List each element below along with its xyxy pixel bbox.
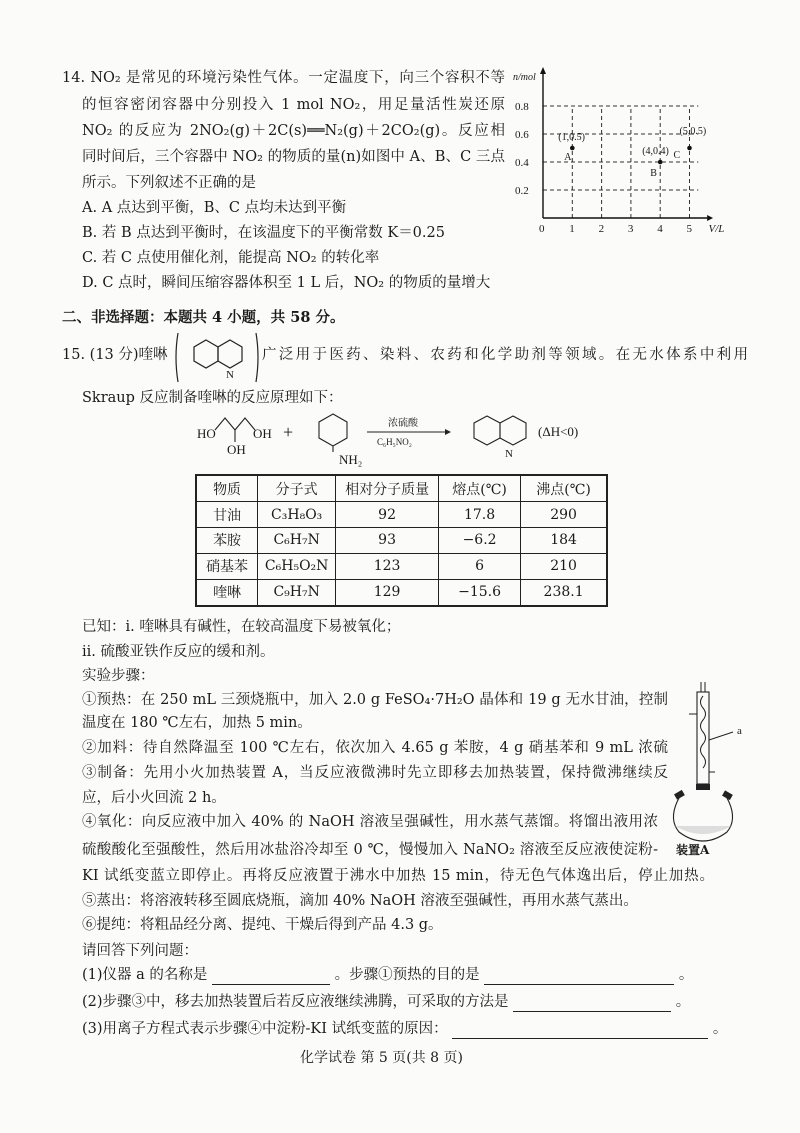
properties-table: [195, 474, 608, 607]
known-i: 已知：ⅰ. 喹啉具有碱性，在较高温度下易被氧化；: [82, 619, 401, 635]
table-cell: 17.8: [438, 502, 520, 528]
data-point-a: [570, 146, 575, 151]
step-3-line-2: 应，后小火回流 2 h。: [82, 790, 226, 806]
x-tick-label: 2: [598, 223, 605, 235]
answer-blank-3[interactable]: [452, 1023, 708, 1039]
answer-blank-1b[interactable]: [484, 969, 674, 985]
y-tick-label: 0.6: [515, 129, 529, 141]
question-2: [82, 992, 690, 1012]
period: 。: [678, 967, 694, 983]
table-header: 沸点(℃): [521, 475, 607, 502]
glycerol-ho-left: HO: [197, 426, 216, 441]
known-ii: ⅱ. 硫酸亚铁作反应的缓和剂。: [82, 644, 275, 660]
table-cell: 93: [336, 528, 439, 554]
x-axis-label: V/L: [708, 223, 725, 235]
table-row: [196, 553, 607, 579]
table-cell: −15.6: [438, 579, 520, 606]
period: 。: [675, 994, 691, 1010]
page-footer: 化学试卷 第 5 页(共 8 页): [300, 1050, 463, 1066]
table-row: [196, 502, 607, 528]
origin-label: 0: [539, 223, 545, 235]
y-tick-label: 0.8: [515, 101, 529, 113]
point-coordinate-label: (1,0.5): [558, 132, 585, 143]
table-header: 熔点(℃): [438, 475, 520, 502]
arrow-catalyst-top: 浓硫酸: [388, 418, 418, 429]
point-name-label: C: [673, 150, 681, 161]
step-1-line-1: ①预热：在 250 mL 三颈烧瓶中，加入 2.0 g FeSO₄·7H₂O 晶体和 19 g 无水甘油，控制: [82, 692, 668, 708]
table-cell: 甘油: [196, 502, 258, 528]
q14-line-1: 14. NO₂ 是常见的环境污染性气体。一定温度下，向三个容积不等: [62, 70, 505, 86]
enthalpy-note: (ΔH<0): [538, 424, 579, 439]
point-coordinate-label: (5,0.5): [679, 126, 707, 137]
section-2-heading: 二、非选择题：本题共 4 小题，共 58 分。: [62, 309, 345, 326]
glycerol-oh-bottom: OH: [227, 442, 246, 457]
apparatus-label-a: a: [737, 725, 742, 737]
apparatus-a-diagram: [665, 680, 785, 860]
x-tick-label: 4: [657, 223, 663, 235]
y-tick-label: 0.4: [515, 157, 529, 169]
arrow-reagent-bottom: C₆H₅NO₂: [377, 437, 412, 447]
data-point-c: [687, 146, 692, 151]
period: 。: [712, 1021, 728, 1037]
table-cell: 184: [521, 528, 607, 554]
steps-heading: 实验步骤：: [82, 668, 155, 684]
table-cell: 123: [336, 553, 439, 579]
x-tick-label: 5: [686, 223, 692, 235]
question-1: [82, 965, 693, 985]
step-6: ⑥提纯：将粗品经分离、提纯、干燥后得到产品 4.3 g。: [82, 917, 443, 933]
y-tick-label: 0.2: [515, 185, 529, 197]
aniline-nh2: NH₂: [339, 452, 363, 467]
question-3-text: (3)用离子方程式表示步骤④中淀粉-KI 试纸变蓝的原因：: [82, 1021, 448, 1037]
q14-option-a: A. A 点达到平衡，B、C 点均未达到平衡: [82, 200, 347, 216]
answer-blank-2[interactable]: [513, 996, 671, 1012]
table-cell: −6.2: [438, 528, 520, 554]
point-name-label: B: [650, 168, 657, 179]
table-row: [196, 579, 607, 606]
answer-blank-1a[interactable]: [212, 969, 330, 985]
table-cell: 290: [521, 502, 607, 528]
product-quinoline-n: N: [505, 448, 513, 460]
q14-option-d: D. C 点时，瞬间压缩容器体积至 1 L 后，NO₂ 的物质的量增大: [82, 275, 491, 291]
table-row: [196, 528, 607, 554]
table-cell: 6: [438, 553, 520, 579]
question-1-part-b: 。步骤①预热的目的是: [334, 967, 480, 983]
step-2: ②加料：待自然降温至 100 ℃左右，依次加入 4.65 g 苯胺，4 g 硝基苯和 9 mL 浓硫: [82, 740, 668, 756]
table-cell: 硝基苯: [196, 553, 258, 579]
table-cell: 210: [521, 553, 607, 579]
step-4-line-3: KI 试纸变蓝立即停止。再将反应液置于沸水中加热 15 min，待无色气体逸出后，停止加热。: [82, 868, 714, 884]
table-cell: C₉H₇N: [258, 579, 336, 606]
point-coordinate-label: (4,0.4): [642, 146, 669, 157]
skraup-line: Skraup 反应制备喹啉的反应原理如下：: [82, 390, 343, 406]
q14-line-3: NO₂ 的反应为 2NO₂(g)＋2C(s)══N₂(g)＋2CO₂(g)。反应相: [82, 123, 505, 139]
q14-option-c: C. 若 C 点使用催化剂，能提高 NO₂ 的转化率: [82, 250, 380, 266]
questions-heading: 请回答下列问题：: [82, 943, 198, 959]
table-header: 物质: [196, 475, 258, 502]
q14-line-5: 所示。下列叙述不正确的是: [82, 175, 256, 191]
table-cell: C₆H₇N: [258, 528, 336, 554]
skraup-reaction-scheme: [195, 412, 625, 472]
q14-line-2: 的恒容密闭容器中分别投入 1 mol NO₂，用足量活性炭还原: [82, 97, 505, 113]
x-tick-label: 3: [627, 223, 634, 235]
step-5: ⑤蒸出：将溶液转移至圆底烧瓶，滴加 40% NaOH 溶液至强碱性，再用水蒸气蒸出。: [82, 893, 638, 909]
q15-intro-prefix: 15. (13 分)喹啉: [62, 347, 168, 363]
step-4-line-1: ④氧化：向反应液中加入 40% 的 NaOH 溶液呈强碱性，用水蒸气蒸馏。将馏出液用浓: [82, 814, 658, 830]
step-3-line-1: ③制备：先用小火加热装置 A，当反应液微沸时先立即移去加热装置，保持微沸继续反: [82, 765, 668, 781]
n-vs-v-chart: [505, 60, 765, 240]
table-cell: 苯胺: [196, 528, 258, 554]
point-name-label: A: [564, 152, 572, 163]
table-header: 相对分子质量: [336, 475, 439, 502]
y-axis-arrow: [540, 67, 546, 74]
glycerol-oh-right: OH: [253, 426, 272, 441]
quinoline-n-label: N: [226, 369, 234, 381]
x-tick-label: 1: [569, 223, 575, 235]
table-header-row: [196, 475, 607, 502]
table-cell: 238.1: [521, 579, 607, 606]
question-2-text: (2)步骤③中，移去加热装置后若反应液继续沸腾，可采取的方法是: [82, 994, 509, 1010]
table-cell: 喹啉: [196, 579, 258, 606]
table-cell: C₃H₈O₃: [258, 502, 336, 528]
q14-line-4: 同时间后，三个容器中 NO₂ 的物质的量(n)如图中 A、B、C 三点: [82, 149, 505, 165]
table-cell: 92: [336, 502, 439, 528]
apparatus-a-caption: 装置A: [676, 843, 710, 857]
table-header: 分子式: [258, 475, 336, 502]
table-cell: 129: [336, 579, 439, 606]
step-1-line-2: 温度在 180 ℃左右，加热 5 min。: [82, 715, 312, 731]
x-axis-arrow: [707, 215, 713, 221]
q15-intro-rest: 广泛用于医药、染料、农药和化学助剂等领域。在无水体系中利用: [262, 347, 748, 363]
question-1-part-a: (1)仪器 a 的名称是: [82, 967, 208, 983]
table-cell: C₆H₅O₂N: [258, 553, 336, 579]
question-3: [82, 1019, 727, 1039]
plus-sign: +: [283, 422, 294, 442]
q14-option-b: B. 若 B 点达到平衡时，在该温度下的平衡常数 K＝0.25: [82, 225, 445, 241]
quinoline-structure: [172, 330, 262, 385]
step-4-line-2: 硫酸酸化至强酸性，然后用冰盐浴冷却至 0 ℃，慢慢加入 NaNO₂ 溶液至反应液使淀粉-: [82, 842, 658, 858]
y-axis-label: n/mol: [513, 72, 536, 83]
data-point-b: [658, 160, 663, 165]
